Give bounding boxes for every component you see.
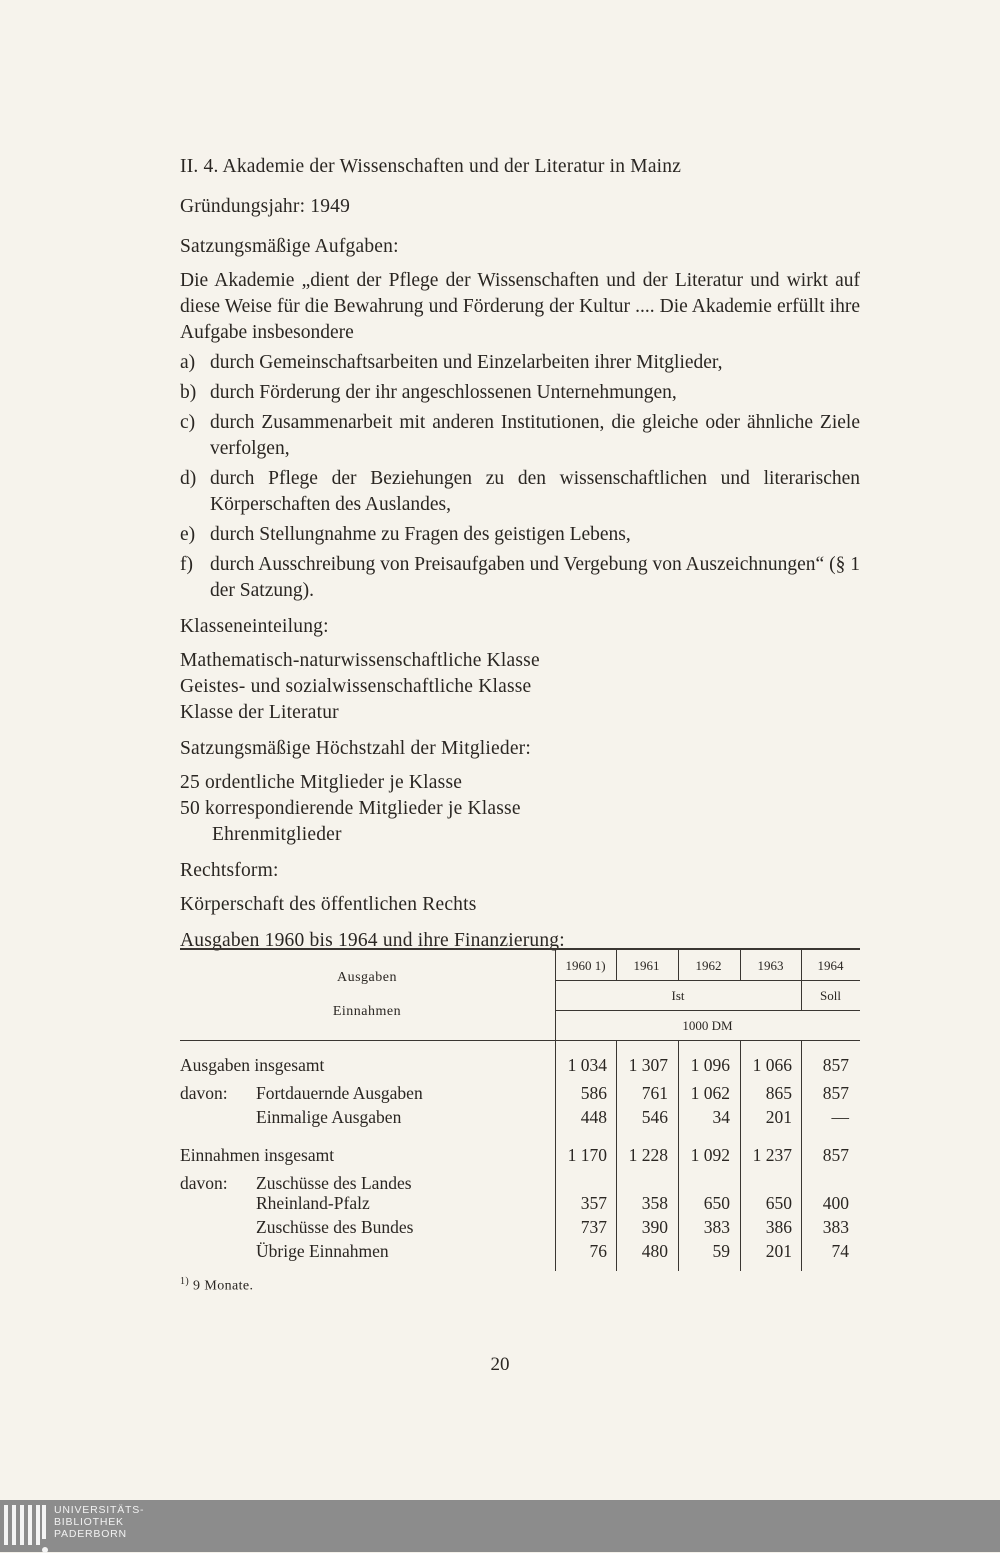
table-header — [180, 948, 860, 1041]
cell-1960: 586 — [580, 1083, 607, 1103]
founding-year: Gründungsjahr: 1949 — [180, 196, 351, 217]
task-label: c) — [180, 412, 196, 433]
table-heading: Ausgaben 1960 bis 1964 und ihre Finanzierung: — [180, 930, 565, 951]
class-item: Klasse der Literatur — [180, 702, 339, 723]
cell-1961: 390 — [641, 1217, 668, 1237]
cell-1964: 857 — [822, 1083, 849, 1103]
library-footer-bar — [0, 1500, 1000, 1552]
cell-1963: 1 066 — [752, 1055, 792, 1075]
task-label: b) — [180, 382, 197, 403]
task-text: durch Gemeinschaftsarbeiten und Einzelarbeiten ihrer Mitglieder, — [210, 352, 723, 373]
page-number: 20 — [490, 1354, 510, 1375]
cell-1961: 480 — [641, 1241, 668, 1261]
header-rule — [555, 980, 860, 981]
year-header: 1961 — [633, 958, 660, 973]
task-item — [180, 552, 860, 604]
table-row — [180, 1053, 860, 1077]
cell-1964: 383 — [822, 1217, 849, 1237]
task-item — [180, 466, 860, 518]
cell-1964: 857 — [822, 1055, 849, 1075]
row-label: Einnahmen insgesamt — [180, 1145, 335, 1165]
task-text: durch Zusammenarbeit mit anderen Institutionen, die gleiche oder ähnliche Ziele verfolgen, — [210, 412, 860, 459]
cell-1962: 1 096 — [690, 1055, 730, 1075]
row-sublabel: Zuschüsse des Landes — [256, 1173, 412, 1193]
task-text: durch Stellungnahme zu Fragen des geistigen Lebens, — [210, 524, 631, 545]
cell-1963: 201 — [765, 1241, 792, 1261]
cell-1960: 1 034 — [567, 1055, 607, 1075]
page-content — [180, 154, 860, 954]
cell-1960: 448 — [580, 1107, 607, 1127]
cell-1961: 358 — [641, 1193, 668, 1213]
row-label: davon: — [180, 1083, 228, 1103]
cell-1962: 59 — [712, 1241, 730, 1261]
members-heading: Satzungsmäßige Höchstzahl der Mitglieder: — [180, 738, 531, 759]
task-label: d) — [180, 468, 197, 489]
cell-1963: 386 — [765, 1217, 792, 1237]
task-label: a) — [180, 352, 196, 373]
row-label: Ausgaben insgesamt — [180, 1055, 325, 1075]
tasks-intro: Die Akademie „dient der Pflege der Wissenschaften und der Literatur und wirkt auf diese Weise für die Bewahrung und Förderung der Kultur .... Die Akademie erfüllt ihre Aufgabe insbesondere — [180, 270, 860, 343]
row-sublabel: Rheinland-Pfalz — [256, 1193, 370, 1213]
cell-1963: 201 — [765, 1107, 792, 1127]
soll-label: Soll — [820, 988, 841, 1003]
header-label-ausgaben: Ausgaben — [337, 970, 397, 985]
year-header: 1960 1) — [565, 958, 606, 973]
task-label: e) — [180, 524, 196, 545]
footnote — [180, 1276, 253, 1295]
cell-1963: 650 — [765, 1193, 792, 1213]
table-row — [180, 1239, 860, 1263]
row-sublabel: Zuschüsse des Bundes — [256, 1217, 414, 1237]
table-row — [180, 1143, 860, 1167]
cell-1964: 857 — [822, 1145, 849, 1165]
year-header: 1963 — [757, 958, 784, 973]
member-item: Ehrenmitglieder — [212, 824, 342, 845]
cell-1964: 400 — [822, 1193, 849, 1213]
cell-1962: 34 — [712, 1107, 730, 1127]
cell-1964: — — [831, 1107, 849, 1127]
footnote-text: 9 Monate. — [193, 1278, 254, 1294]
table-body — [180, 1041, 860, 1271]
cell-1963: 865 — [765, 1083, 792, 1103]
cell-1963: 1 237 — [752, 1145, 792, 1165]
cell-1961: 761 — [641, 1083, 668, 1103]
header-label-einnahmen: Einnahmen — [332, 1004, 402, 1019]
class-item: Mathematisch-naturwissenschaftliche Klasse — [180, 650, 540, 671]
cell-1960: 76 — [589, 1241, 607, 1261]
header-rule — [555, 1010, 860, 1011]
cell-1962: 383 — [703, 1217, 730, 1237]
class-item: Geistes- und sozialwissenschaftliche Klasse — [180, 676, 532, 697]
classes-heading: Klasseneinteilung: — [180, 616, 329, 637]
task-label: f) — [180, 554, 193, 575]
cell-1962: 650 — [703, 1193, 730, 1213]
finance-table — [180, 948, 860, 1271]
row-label: davon: — [180, 1173, 228, 1193]
task-item — [180, 410, 860, 462]
cell-1961: 1 307 — [628, 1055, 668, 1075]
table-row — [180, 1215, 860, 1239]
library-line: UNIVERSITÄTS- — [54, 1504, 145, 1516]
table-row — [180, 1081, 860, 1105]
cell-1960: 357 — [580, 1193, 607, 1213]
cell-1961: 546 — [641, 1107, 668, 1127]
cell-1960: 1 170 — [567, 1145, 607, 1165]
task-item — [180, 350, 860, 376]
cell-1962: 1 062 — [690, 1083, 730, 1103]
row-sublabel: Einmalige Ausgaben — [256, 1107, 402, 1127]
legal-heading: Rechtsform: — [180, 860, 279, 881]
library-name — [54, 1504, 144, 1540]
year-header: 1964 — [817, 958, 844, 973]
task-text: durch Pflege der Beziehungen zu den wissenschaftlichen und literarischen Körperschaften des Auslandes, — [210, 468, 860, 515]
table-row — [180, 1191, 860, 1215]
row-sublabel: Übrige Einnahmen — [256, 1241, 389, 1261]
cell-1960: 737 — [580, 1217, 607, 1237]
cell-1962: 1 092 — [690, 1145, 730, 1165]
legal-form: Körperschaft des öffentlichen Rechts — [180, 894, 477, 915]
year-header: 1962 — [695, 958, 722, 973]
library-logo-icon — [4, 1505, 48, 1547]
ist-label: Ist — [671, 988, 685, 1003]
member-item: 25 ordentliche Mitglieder je Klasse — [180, 772, 463, 793]
row-sublabel: Fortdauernde Ausgaben — [256, 1083, 423, 1103]
task-text: durch Ausschreibung von Preisaufgaben und Vergebung von Auszeichnungen“ (§ 1 der Satzung). — [210, 554, 860, 601]
task-item — [180, 522, 860, 548]
tasks-heading: Satzungsmäßige Aufgaben: — [180, 236, 399, 257]
cell-1964: 74 — [831, 1241, 849, 1261]
member-item: 50 korrespondierende Mitglieder je Klasse — [180, 798, 521, 819]
footnote-mark: 1) — [180, 1276, 190, 1287]
task-text: durch Förderung der ihr angeschlossenen Unternehmungen, — [210, 382, 677, 403]
library-line: PADERBORN — [54, 1528, 127, 1540]
library-line: BIBLIOTHEK — [54, 1516, 124, 1528]
cell-1961: 1 228 — [628, 1145, 668, 1165]
task-item — [180, 380, 860, 406]
table-row — [180, 1105, 860, 1129]
page-title: II. 4. Akademie der Wissenschaften und der Literatur in Mainz — [180, 156, 682, 177]
unit-label: 1000 DM — [682, 1018, 733, 1033]
